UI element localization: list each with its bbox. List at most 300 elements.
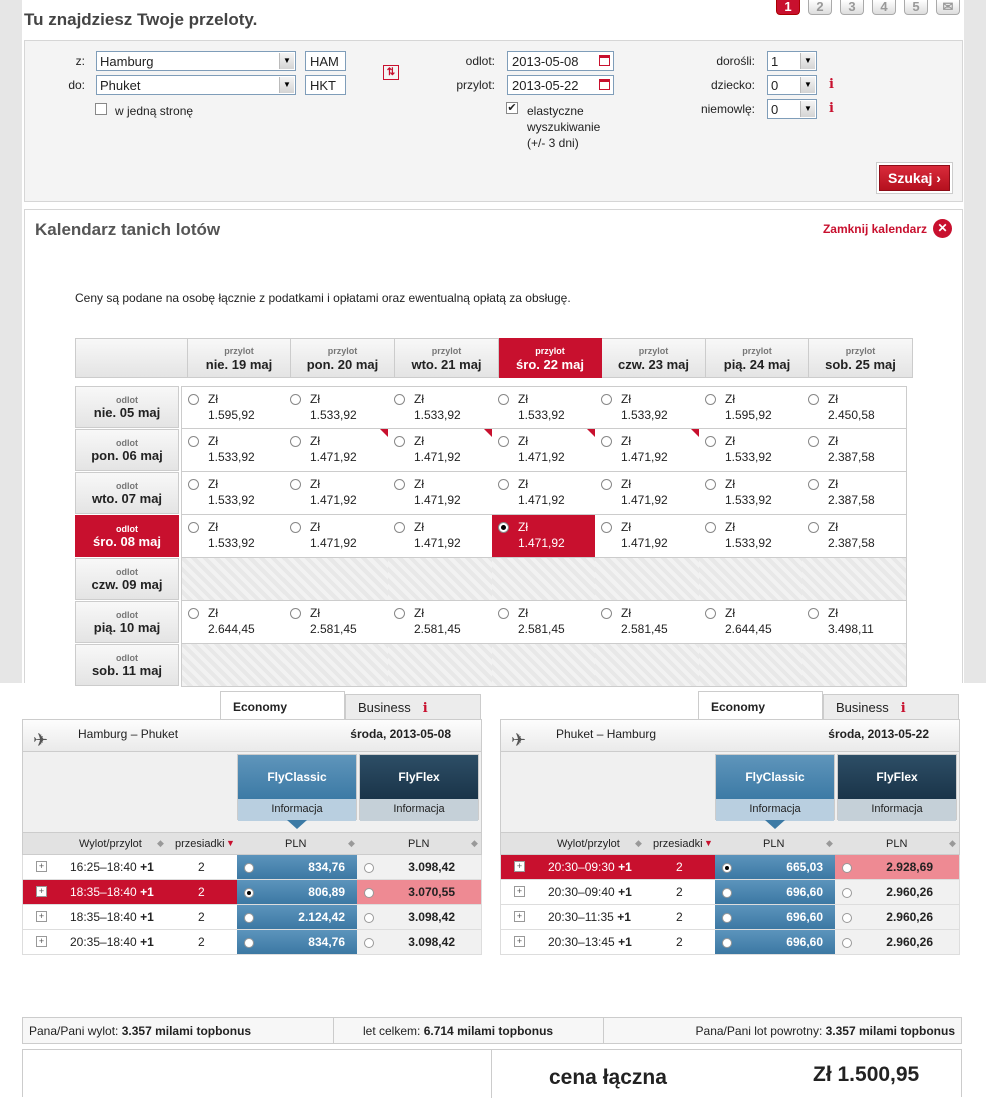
info-icon[interactable]: i [900,701,906,716]
col-small-label: przylot [638,346,669,356]
col-date: pon. 20 maj [306,357,379,372]
expand-icon[interactable]: + [514,936,525,947]
sort-icon[interactable]: ◆ [348,838,355,848]
calendar-cell[interactable] [595,429,700,472]
calendar-cell[interactable] [699,472,803,515]
calendar-cell[interactable] [802,429,907,472]
cheapest-marker-icon [587,515,595,523]
price-flyflex[interactable] [357,905,481,929]
fare-amount: 1.471,92 [310,493,357,507]
row-date: śro. 08 maj [93,534,161,549]
fare-radio[interactable] [188,522,199,533]
calendar-icon[interactable] [599,79,610,90]
fare-radio[interactable] [364,938,374,948]
fare-radio[interactable] [808,608,819,619]
flight-row[interactable] [500,930,960,955]
fare-radio[interactable] [188,608,199,619]
divider [333,1018,334,1043]
calendar-cell[interactable] [388,515,493,558]
fare-radio[interactable] [290,394,301,405]
price-flyclassic[interactable] [715,855,835,879]
time-range: 16:25–18:40 [70,860,137,874]
fare-radio[interactable] [290,436,301,447]
chevron-down-icon: ▼ [800,53,815,69]
calendar-cell[interactable] [492,472,596,515]
flight-row[interactable] [500,855,960,880]
sort-icon[interactable]: ◆ [826,838,833,848]
fare-info-link[interactable]: Informacja [238,799,356,821]
price-flyclassic[interactable] [715,880,835,904]
fare-amount: 1.533,92 [518,408,565,422]
flex-search-checkbox[interactable]: ✔ [507,102,517,114]
col-time[interactable]: Wylot/przylot [557,838,620,850]
route-header [500,719,960,752]
fare-radio[interactable] [842,888,852,898]
price-value: 2.960,26 [886,935,933,949]
fare-info-link[interactable]: Informacja [360,799,478,821]
calendar-cell-empty [388,644,493,687]
fare-flyflex[interactable] [837,754,957,820]
cheapest-marker-icon [484,429,492,437]
price-flyclassic[interactable] [237,930,357,954]
fare-flyclassic[interactable] [237,754,357,820]
currency-label: Zł [621,520,631,534]
fare-amount: 2.581,45 [518,622,565,636]
calendar-cell[interactable] [492,429,596,472]
depart-date-field[interactable] [507,51,614,71]
from-code[interactable]: HAM [305,51,346,71]
calendar-col-header [188,338,291,378]
col-small-label: przylot [431,346,462,356]
expand-icon[interactable]: + [514,911,525,922]
col-pln-flex[interactable]: PLN [886,838,908,850]
calendar-cell[interactable] [181,601,285,644]
sort-icon[interactable]: ◆ [635,838,642,848]
calendar-cell[interactable] [595,386,700,429]
row-small-label: odlot [116,438,138,448]
fare-amount: 1.533,92 [414,408,461,422]
price-flyclassic[interactable] [237,880,357,904]
fare-radio[interactable] [364,913,374,923]
fare-amount: 2.644,45 [725,622,772,636]
price-flyflex[interactable] [835,905,959,929]
price-flyclassic[interactable] [237,855,357,879]
fare-radio[interactable] [498,608,509,619]
fare-radio[interactable] [498,479,509,490]
step-2[interactable]: 2 [808,0,832,15]
col-small-label: przylot [742,346,772,356]
fare-radio[interactable] [290,522,301,533]
currency-label: Zł [828,477,838,491]
fare-amount: 1.471,92 [621,493,668,507]
row-small-label: odlot [116,653,138,663]
fare-radio[interactable] [244,913,254,923]
one-way-checkbox[interactable] [95,103,107,115]
fare-flyflex[interactable] [359,754,479,820]
day-offset: +1 [618,860,632,874]
fare-amount: 1.471,92 [518,536,565,550]
sort-icon[interactable]: ◆ [949,838,956,848]
currency-label: Zł [621,477,631,491]
search-button[interactable]: Szukaj › [879,165,950,191]
time-range: 20:35–18:40 [70,935,137,949]
fare-radio[interactable] [394,522,405,533]
row-date: sob. 11 maj [91,663,163,678]
sort-icon[interactable]: ◆ [157,838,164,848]
fare-family-header [22,752,482,832]
fare-radio[interactable] [705,608,716,619]
flight-row[interactable] [22,880,482,905]
calendar-cell[interactable] [595,515,700,558]
calendar-cell-empty [284,644,389,687]
fare-radio[interactable] [394,479,405,490]
cabin-tabs [22,691,482,721]
calendar-row-header [75,472,179,514]
calendar-cell-empty [595,644,700,687]
currency-label: Zł [414,477,424,491]
calendar-row-header [75,429,179,471]
fare-amount: 1.471,92 [621,536,668,550]
fare-radio[interactable] [364,888,374,898]
calendar-cell-empty [284,558,389,601]
currency-label: Zł [414,606,424,620]
bonus-miles-bar [22,1017,962,1044]
info-icon[interactable]: i [829,101,834,116]
price-flyclassic[interactable] [715,930,835,954]
calendar-cell[interactable] [181,515,285,558]
calendar-cell[interactable] [699,601,803,644]
time-range: 18:35–18:40 [70,910,137,924]
chevron-down-icon: ▼ [800,101,815,117]
calendar-col-header [706,338,809,378]
calendar-cell[interactable] [595,601,700,644]
fare-radio[interactable] [722,938,732,948]
calendar-cell-empty [699,644,803,687]
fare-radio[interactable] [705,479,716,490]
calendar-cell[interactable] [492,515,596,558]
fare-amount: 1.533,92 [208,493,255,507]
fare-amount: 2.644,45 [208,622,255,636]
currency-label: Zł [828,606,838,620]
fare-radio[interactable] [722,863,732,873]
col-small-label: przylot [845,346,876,356]
cabin-tabs [500,691,960,721]
fare-radio[interactable] [722,913,732,923]
col-date: pią. 24 maj [723,357,791,372]
route-name: Hamburg – Phuket [78,727,179,741]
return-date-field[interactable] [507,75,614,95]
calendar-cell[interactable] [492,601,596,644]
col-pln-flex[interactable]: PLN [408,838,430,850]
fare-radio[interactable] [498,436,509,447]
day-offset: +1 [618,885,632,899]
page-background-left [0,0,22,683]
bonus-out-label: Pana/Pani wylot: [29,1024,119,1038]
flight-row[interactable] [500,880,960,905]
calendar-cell[interactable] [284,515,389,558]
fare-radio[interactable] [808,522,819,533]
calendar-cell[interactable] [284,601,389,644]
fare-name: FlyClassic [238,755,356,799]
flight-row[interactable] [500,905,960,930]
col-date: nie. 19 maj [205,357,273,372]
step-3[interactable]: 3 [840,0,864,15]
col-time[interactable]: Wylot/przylot [79,838,142,850]
fare-radio[interactable] [601,436,612,447]
fare-radio[interactable] [842,863,852,873]
currency-label: Zł [208,392,218,406]
price-flyflex[interactable] [835,855,959,879]
fare-radio[interactable] [601,608,612,619]
time-range: 18:35–18:40 [70,885,137,899]
day-offset: +1 [140,885,154,899]
fare-info-link[interactable]: Informacja [838,799,956,821]
fare-radio[interactable] [394,436,405,447]
stops-count: 2 [198,885,205,899]
currency-label: Zł [310,477,320,491]
fare-amount: 2.387,58 [828,536,875,550]
fare-amount: 1.533,92 [208,450,255,464]
calendar-cell[interactable] [181,472,285,515]
close-icon[interactable]: ✕ [933,219,952,238]
calendar-cell[interactable] [802,601,907,644]
swap-icon[interactable]: ⇅ [383,65,399,80]
col-pln-classic[interactable]: PLN [285,838,307,850]
sort-desc-icon[interactable]: ▼ [226,838,235,848]
fare-radio[interactable] [705,436,716,447]
fare-radio[interactable] [244,888,254,898]
divider [603,1018,604,1043]
total-price-panel [22,1049,962,1097]
price-value: 665,03 [786,860,823,874]
currency-label: Zł [208,477,218,491]
chevron-down-icon: ▼ [279,77,294,93]
fare-radio[interactable] [244,863,254,873]
calendar-cell[interactable] [699,429,803,472]
price-flyclassic[interactable] [715,905,835,929]
calendar-cell[interactable] [699,515,803,558]
row-small-label: odlot [116,524,138,534]
price-flyflex[interactable] [835,930,959,954]
expand-icon[interactable]: + [514,861,525,872]
step-indicator [776,0,960,15]
calendar-col-header [395,338,499,378]
price-flyflex[interactable] [357,880,481,904]
step-4[interactable]: 4 [872,0,896,15]
tab-economy[interactable]: Economy [698,691,823,721]
close-calendar-link[interactable] [823,219,952,238]
calendar-cell[interactable] [388,386,493,429]
flight-time [548,885,632,899]
fare-amount: 1.595,92 [725,408,772,422]
price-value: 834,76 [308,860,345,874]
fare-amount: 1.595,92 [208,408,255,422]
fare-radio[interactable] [188,436,199,447]
infant-select[interactable] [767,99,817,119]
bonus-out-value: 3.357 milami topbonus [121,1024,252,1038]
step-1[interactable]: 1 [776,0,800,15]
fare-radio[interactable] [842,938,852,948]
fare-radio[interactable] [394,394,405,405]
calendar-cell-empty [802,558,907,601]
calendar-cell[interactable] [284,429,389,472]
expand-icon[interactable]: + [36,936,47,947]
flex-label-3: (+/- 3 dni) [527,136,579,150]
fare-radio[interactable] [188,394,199,405]
fare-radio[interactable] [808,394,819,405]
route-date: środa, 2013-05-22 [828,727,929,741]
bonus-return [696,1024,955,1038]
fare-radio[interactable] [808,479,819,490]
stops-count: 2 [676,910,683,924]
expand-icon[interactable]: + [36,886,47,897]
currency-label: Zł [208,434,218,448]
fare-radio[interactable] [722,888,732,898]
chevron-down-icon: ▼ [800,77,815,93]
flight-table-header [500,832,960,855]
price-note: Ceny są podane na osobę łącznie z podatkami i opłatami oraz ewentualną opłatą za obsługę. [75,291,571,305]
price-flyflex[interactable] [357,855,481,879]
price-value: 2.960,26 [886,885,933,899]
expand-icon[interactable]: + [36,911,47,922]
from-select[interactable] [96,51,296,71]
fare-amount: 1.533,92 [725,493,772,507]
calendar-row-header [75,601,179,643]
mail-icon[interactable]: ✉ [936,0,960,15]
fare-radio[interactable] [244,938,254,948]
fare-radio[interactable] [601,522,612,533]
calendar-cell[interactable] [284,472,389,515]
fare-radio[interactable] [705,522,716,533]
calendar-cell[interactable] [388,601,493,644]
currency-label: Zł [725,606,735,620]
col-stops[interactable]: przesiadki [653,838,703,850]
fare-radio[interactable] [842,913,852,923]
fare-radio[interactable] [498,522,509,533]
price-value: 3.098,42 [408,935,455,949]
fare-amount: 3.498,11 [828,622,874,636]
expand-icon[interactable]: + [36,861,47,872]
calendar-cell[interactable] [802,472,907,515]
col-date: czw. 23 maj [617,357,690,372]
calendar-cell[interactable] [284,386,389,429]
day-offset: +1 [140,935,154,949]
flight-time [70,910,154,924]
tab-business[interactable] [823,694,959,721]
tab-economy[interactable]: Economy [220,691,345,721]
price-flyflex[interactable] [835,880,959,904]
expand-icon[interactable]: + [514,886,525,897]
col-pln-classic[interactable]: PLN [763,838,785,850]
time-range: 20:30–13:45 [548,935,615,949]
fare-radio[interactable] [290,479,301,490]
info-icon[interactable]: i [422,701,428,716]
chevron-down-icon: ▼ [279,53,294,69]
calendar-cell-empty [595,558,700,601]
col-small-label: przylot [327,346,358,356]
flight-row[interactable] [22,930,482,955]
currency-label: Zł [828,434,838,448]
fare-amount: 2.581,45 [621,622,668,636]
calendar-cell[interactable] [802,386,907,429]
fare-amount: 1.471,92 [414,450,461,464]
row-small-label: odlot [116,481,138,491]
sort-icon[interactable]: ◆ [471,838,478,848]
child-select[interactable] [767,75,817,95]
flight-row[interactable] [22,855,482,880]
calendar-cell[interactable] [802,515,907,558]
currency-label: Zł [518,477,528,491]
stops-count: 2 [198,910,205,924]
calendar-cell[interactable] [181,386,285,429]
depart-date-value: 2013-05-08 [512,54,579,69]
currency-label: Zł [414,520,424,534]
fare-amount: 2.387,58 [828,450,875,464]
calendar-cell-empty [181,558,285,601]
calendar-cell[interactable] [595,472,700,515]
fare-radio[interactable] [601,394,612,405]
fare-radio[interactable] [601,479,612,490]
calendar-col-header [809,338,913,378]
fare-amount: 1.471,92 [414,493,461,507]
fare-info-link[interactable]: Informacja [716,799,834,821]
price-flyclassic[interactable] [237,905,357,929]
calendar-cell[interactable] [388,429,493,472]
fare-name: FlyFlex [838,755,956,799]
fare-name: FlyFlex [360,755,478,799]
currency-label: Zł [725,434,735,448]
row-small-label: odlot [116,610,138,620]
adults-select[interactable] [767,51,817,71]
calendar-cell[interactable] [388,472,493,515]
fare-radio[interactable] [705,394,716,405]
calendar-cell[interactable] [181,429,285,472]
price-value: 3.098,42 [408,910,455,924]
price-flyflex[interactable] [357,930,481,954]
fare-radio[interactable] [394,608,405,619]
fare-radio[interactable] [188,479,199,490]
currency-label: Zł [208,520,218,534]
total-amount: Zł 1.500,95 [813,1063,920,1086]
sort-desc-icon[interactable]: ▼ [704,838,713,848]
calendar-icon[interactable] [599,55,610,66]
to-label: do: [68,78,85,92]
fare-radio[interactable] [498,394,509,405]
day-offset: +1 [140,910,154,924]
fare-radio[interactable] [290,608,301,619]
to-select[interactable] [96,75,296,95]
info-icon[interactable]: i [829,77,834,92]
currency-label: Zł [621,606,631,620]
to-code[interactable]: HKT [305,75,346,95]
fare-radio[interactable] [364,863,374,873]
time-range: 20:30–09:40 [548,885,615,899]
fare-amount: 1.533,92 [725,450,772,464]
fare-calendar [24,209,963,683]
adults-label: dorośli: [716,54,755,68]
day-offset: +1 [618,935,632,949]
fare-radio[interactable] [808,436,819,447]
col-stops[interactable]: przesiadki [175,838,225,850]
calendar-cell[interactable] [492,386,596,429]
calendar-cell[interactable] [699,386,803,429]
tab-business[interactable] [345,694,481,721]
stops-count: 2 [198,860,205,874]
stops-count: 2 [676,860,683,874]
step-5[interactable]: 5 [904,0,928,15]
fare-flyclassic[interactable] [715,754,835,820]
flight-row[interactable] [22,905,482,930]
